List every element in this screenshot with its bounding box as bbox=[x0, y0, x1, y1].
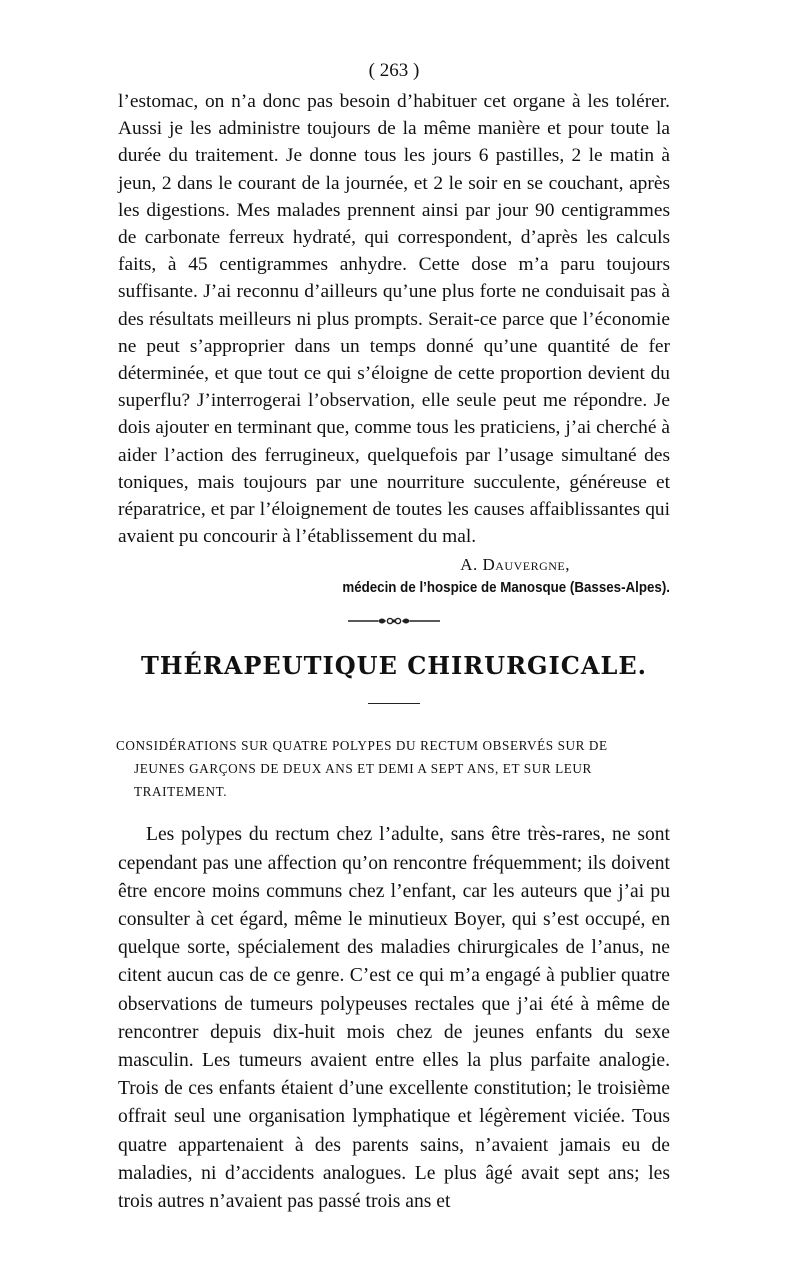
section-ornament bbox=[118, 613, 670, 633]
author-name: A. Dauvergne, bbox=[460, 555, 570, 575]
section-title: THÉRAPEUTIQUE CHIRURGICALE. bbox=[140, 651, 648, 681]
author-title: médecin de l’hospice de Manosque (Basses-Alpes). bbox=[342, 580, 670, 597]
article-heading-line: CONSIDÉRATIONS SUR QUATRE POLYPES DU RECTUM OBSERVÉS SUR DE bbox=[116, 738, 608, 754]
article-body-paragraph: Les polypes du rectum chez l’adulte, sans être très-rares, ne sont cependant pas une affection qu’on rencontre fréquemment; ils doivent être encore moins communs chez l’enfant, car les auteurs que j’ai pu consulter à cet égard, même le minutieux Boyer, qui s’est occupé, en quelque sorte, spécialement des maladies chirurgicales de l’anus, ne citent aucun cas de ce genre. C’est ce qui m’a engagé à publier quatre observations de tumeurs polypeuses rectales que j’ai été à même de rencontrer depuis dix-huit mois chez de jeunes enfants du sexe masculin. Les tumeurs avaient entre elles la plus parfaite analogie. Trois de ces enfants étaient d’une excellente constitution; le troisième offrait seul une organisation lymphatique et légèrement viciée. Tous quatre appartenaient à des parents sains, n’avaient jamais eu de maladies, ni d’accidents analogues. Le plus âgé avait sept ans; les trois autres n’avaient pas passé trois ans et bbox=[118, 824, 670, 1213]
continuation-paragraph: l’estomac, on n’a donc pas besoin d’habituer cet organe à les tolérer. Aussi je les administre toujours de la même manière et pour toute la durée du traitement. Je donne tous les jours 6 pastilles, 2 le matin à jeun, 2 dans le courant de la journée, et 2 le soir en se couchant, après les digestions. Mes malades prennent ainsi par jour 90 centigrammes de carbonate ferreux hydraté, qui correspondent, d’après les calculs faits, à 45 centigrammes anhydre. Cette dose m’a paru toujours suffisante. J’ai reconnu d’ailleurs qu’une plus forte ne conduisait pas à des résultats meilleurs ni plus prompts. Serait-ce parce que l’économie ne peut s’approprier dans un temps donné qu’une quantité de fer déterminée, et que tout ce qui s’éloigne de cette proportion devient du superflu? J’interrogerai l’observation, elle seule peut me répondre. Je dois ajouter en terminant que, comme tous les praticiens, j’ai cherché à aider l’action des ferrugineux, quelquefois par l’usage simultané des toniques, mais toujours par une nourriture succulente, généreuse et réparatrice, et par l’éloignement de toutes les causes affaiblissantes qui avaient pu concourir à l’établissement du mal. bbox=[118, 91, 670, 548]
article-heading bbox=[116, 734, 672, 803]
signature-block bbox=[118, 553, 670, 599]
title-rule bbox=[368, 703, 420, 704]
book-page bbox=[118, 60, 670, 1236]
article-heading-line: JEUNES GARÇONS DE DEUX ANS ET DEMI A SEPT ANS, ET SUR LEUR bbox=[134, 761, 592, 777]
page-number: ( 263 ) bbox=[368, 60, 420, 81]
ornament-divider-icon bbox=[348, 614, 440, 628]
article-heading-line: TRAITEMENT. bbox=[134, 784, 228, 800]
